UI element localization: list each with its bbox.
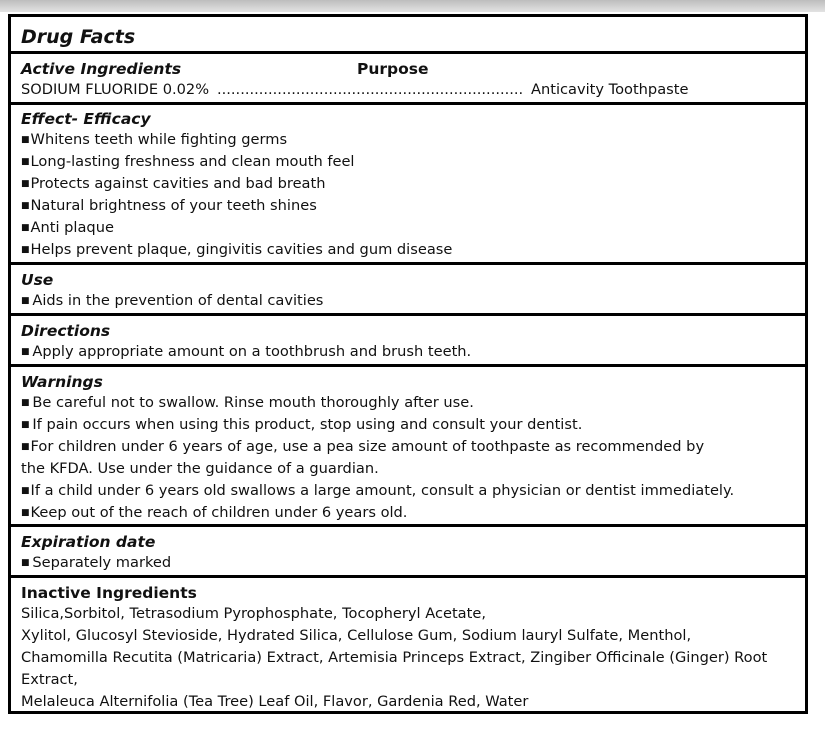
- purpose-heading: Purpose: [357, 60, 429, 78]
- list-item: ■ Protects against cavities and bad breath: [21, 173, 805, 195]
- divider: [11, 364, 805, 367]
- drug-facts-panel: [8, 14, 808, 714]
- inactive-ingredients-line: Melaleuca Alternifolia (Tea Tree) Leaf Oil, Flavor, Gardenia Red, Water: [21, 693, 529, 710]
- use-section: [11, 270, 805, 312]
- expiration-heading: Expiration date: [21, 533, 156, 551]
- inactive-ingredients-line: Xylitol, Glucosyl Stevioside, Hydrated Silica, Cellulose Gum, Sodium lauryl Sulfate, Menthol,: [21, 627, 692, 644]
- inactive-ingredients-line: Extract,: [21, 671, 78, 688]
- top-shade-bar: [0, 0, 825, 12]
- leader-dots: [217, 79, 523, 101]
- list-item: ■ Be careful not to swallow. Rinse mouth thoroughly after use.: [21, 392, 805, 414]
- active-ingredients-heading: Active Ingredients: [21, 60, 182, 78]
- list-item: ■ Helps prevent plaque, gingivitis cavities and gum disease: [21, 239, 805, 261]
- list-item: ■ Separately marked: [21, 552, 805, 574]
- inactive-ingredients-heading: Inactive Ingredients: [21, 584, 197, 602]
- inactive-ingredients-line: Silica,Sorbitol, Tetrasodium Pyrophosphate, Tocopheryl Acetate,: [21, 605, 486, 622]
- inactive-ingredients-section: [11, 583, 805, 713]
- divider: [11, 313, 805, 316]
- list-item: ■ Whitens teeth while fighting germs: [21, 129, 805, 151]
- list-item: ■ For children under 6 years of age, use a pea size amount of toothpaste as recommended by: [21, 436, 805, 458]
- drug-facts-title: Drug Facts: [21, 26, 136, 48]
- list-item: ■ Anti plaque: [21, 217, 805, 239]
- list-item: ■ If pain occurs when using this product, stop using and consult your dentist.: [21, 414, 805, 436]
- warnings-heading: Warnings: [21, 373, 103, 391]
- expiration-section: [11, 532, 805, 574]
- use-heading: Use: [21, 271, 54, 289]
- list-item-continuation: the KFDA. Use under the guidance of a guardian.: [21, 460, 379, 477]
- divider: [11, 51, 805, 54]
- active-ingredient-purpose: Anticavity Toothpaste: [531, 81, 689, 98]
- list-item: ■ Aids in the prevention of dental cavities: [21, 290, 805, 312]
- list-item: ■ Long-lasting freshness and clean mouth feel: [21, 151, 805, 173]
- active-ingredients-section: [11, 59, 805, 101]
- list-item: ■ If a child under 6 years old swallows a large amount, consult a physician or dentist immediately.: [21, 480, 805, 502]
- active-ingredient-name: SODIUM FLUORIDE 0.02%: [21, 81, 210, 98]
- warnings-section: [11, 372, 805, 524]
- active-ingredient-row: [21, 79, 805, 101]
- list-item: ■ Natural brightness of your teeth shines: [21, 195, 805, 217]
- divider: [11, 262, 805, 265]
- directions-section: [11, 321, 805, 363]
- list-item: ■ Keep out of the reach of children under 6 years old.: [21, 502, 805, 524]
- divider: [11, 102, 805, 105]
- effect-heading: Effect- Efficacy: [21, 110, 151, 128]
- divider: [11, 524, 805, 527]
- inactive-ingredients-line: Chamomilla Recutita (Matricaria) Extract, Artemisia Princeps Extract, Zingiber Officinale (Ginger) Root: [21, 649, 768, 666]
- effect-section: [11, 109, 805, 261]
- directions-heading: Directions: [21, 322, 111, 340]
- divider: [11, 575, 805, 578]
- title-section: [11, 25, 805, 49]
- list-item: ■ Apply appropriate amount on a toothbrush and brush teeth.: [21, 341, 805, 363]
